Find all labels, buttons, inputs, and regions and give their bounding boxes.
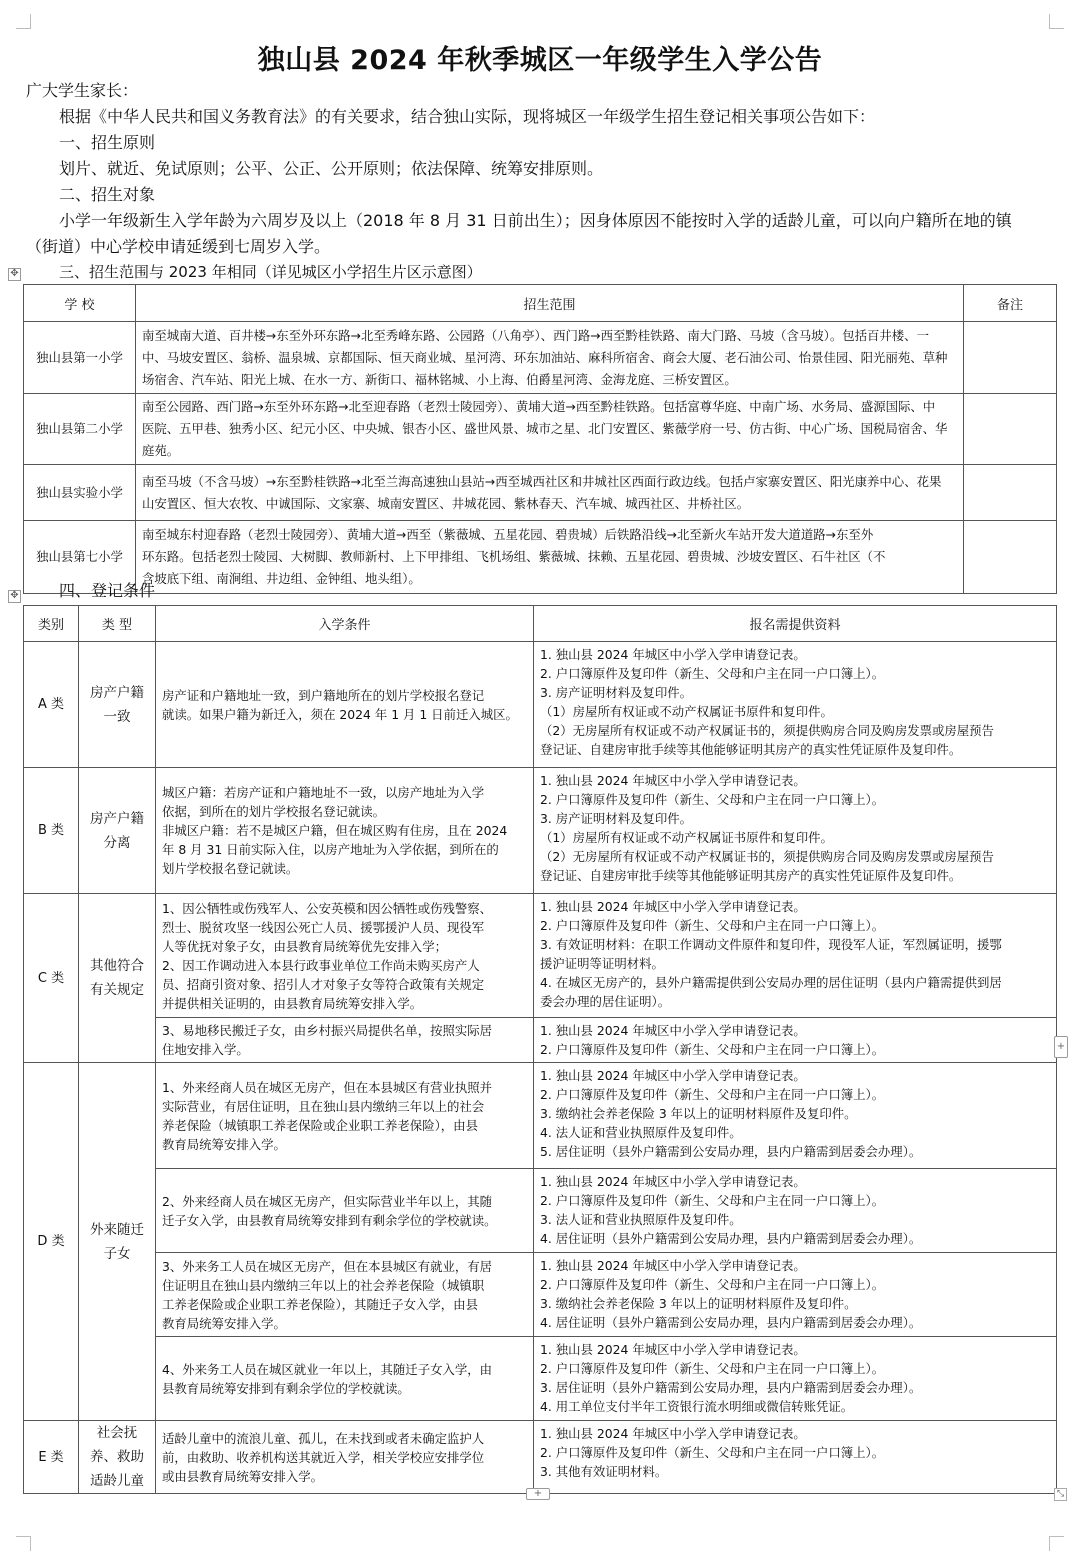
section-heading: 二、招生对象 <box>59 185 156 204</box>
cell-text-line: 4. 居住证明（县外户籍需到公安局办理，县内户籍需到居委会办理）。 <box>540 1231 922 1246</box>
type-cell <box>79 1421 156 1494</box>
range-cell <box>136 521 964 594</box>
cell-text-line: 3、外来务工人员在城区无房产，但在本县城区有就业，有居 <box>162 1258 493 1274</box>
type-cell <box>79 642 156 768</box>
type-cell <box>79 894 156 1063</box>
cell-text-line: 场宿舍、汽车站、阳光上城、在水一方、新街口、福林铭城、小上海、伯爵星河湾、金海龙庭、三桥安置区。 <box>142 371 737 387</box>
enrollment-range-table <box>23 284 1057 594</box>
table-row <box>24 768 1057 894</box>
range-cell <box>136 394 964 465</box>
cell-text-line: 2. 户口簿原件及复印件（新生、父母和户主在同一户口簿上）。 <box>540 666 885 681</box>
cell-text-line: 划片学校报名登记就读。 <box>162 861 299 876</box>
intro-paragraph: 根据《中华人民共和国义务教育法》的有关要求，结合独山实际，现将城区一年级学生招生登记相关事项公告如下： <box>59 107 876 126</box>
cell-text-line: 1. 独山县 2024 年城区中小学入学申请登记表。 <box>540 1174 806 1189</box>
category-cell: D 类 <box>24 1063 79 1421</box>
cell-text-line: 迁子女入学，由县教育局统筹安排到有剩余学位的学校就读。 <box>162 1212 497 1228</box>
cell-text-line: 援沪证明等证明材料。 <box>540 956 664 971</box>
category-cell: A 类 <box>24 642 79 768</box>
cell-text-line: 年 8 月 31 日前实际入住，以房产地址为入学依据，到所在的 <box>162 842 499 857</box>
section-heading: 三、招生范围与 2023 年相同（详见城区小学招生片区示意图） <box>59 263 482 281</box>
cell-text-line: 1. 独山县 2024 年城区中小学入学申请登记表。 <box>540 773 806 788</box>
condition-cell <box>156 1169 534 1253</box>
cell-text-line: 房产证和户籍地址一致，到户籍地所在的划片学校报名登记 <box>162 687 485 703</box>
cell-text-line: 3. 居住证明（县外户籍需到公安局办理，县内户籍需到居委会办理）。 <box>540 1380 922 1395</box>
cell-text-line: 教育局统筹安排入学。 <box>162 1315 286 1331</box>
table-row <box>24 642 1057 768</box>
header-type: 类 型 <box>79 606 156 642</box>
table-row <box>24 1018 1057 1063</box>
cell-text-line: 4. 用工单位支付半年工资银行流水明细或微信转账凭证。 <box>540 1399 854 1414</box>
cell-text-line: 1. 独山县 2024 年城区中小学入学申请登记表。 <box>540 647 806 662</box>
range-cell <box>136 322 964 394</box>
table-resize-handle-icon[interactable]: ⤡ <box>1054 1488 1067 1501</box>
cell-text-line: 4、外来务工人员在城区就业一年以上，其随迁子女入学，由 <box>162 1361 493 1377</box>
page-title: 独山县 2024 年秋季城区一年级学生入学公告 <box>257 45 823 76</box>
cell-text-line: 工养老保险或企业职工养老保险），其随迁子女入学，由县 <box>162 1296 478 1312</box>
cell-text-line: 养、救助 <box>90 1449 144 1465</box>
school-cell: 独山县第七小学 <box>24 521 136 594</box>
cell-text-line: 登记证、自建房审批手续等其他能够证明其房产的真实性凭证原件及复印件。 <box>540 868 962 883</box>
cell-text-line: 2. 户口簿原件及复印件（新生、父母和户主在同一户口簿上）。 <box>540 1277 885 1292</box>
cell-text-line: 含坡底下组、南涧组、井边组、金钟组、地头组）。 <box>142 571 421 586</box>
cell-text-line: 有关规定 <box>90 982 144 998</box>
cell-text-line: 5. 居住证明（县外户籍需到公安局办理，县内户籍需到居委会办理）。 <box>540 1144 922 1159</box>
cell-text-line: 1、因公牺牲或伤残军人、公安英模和因公牺牲或伤残警察、 <box>162 900 493 916</box>
category-cell: E 类 <box>24 1421 79 1494</box>
table-row <box>24 465 1057 521</box>
condition-cell <box>156 1337 534 1421</box>
materials-cell <box>534 1421 1057 1494</box>
cell-text-line: 2. 户口簿原件及复印件（新生、父母和户主在同一户口簿上）。 <box>540 792 885 807</box>
cell-text-line: （1）房屋所有权证或不动产权属证书原件和复印件。 <box>540 704 833 719</box>
cell-text-line: 登记证、自建房审批手续等其他能够证明其房产的真实性凭证原件及复印件。 <box>540 742 962 757</box>
condition-cell <box>156 768 534 894</box>
note-cell <box>964 322 1057 394</box>
cell-text-line: 2、外来经商人员在城区无房产，但实际营业半年以上，其随 <box>162 1193 493 1209</box>
cell-text-line: 中、马坡安置区、翁桥、温泉城、京都国际、恒天商业城、星河湾、环东加油站、麻科所宿舍、商会大厦、老石油公司、怡景佳园、阳光丽苑、草种 <box>142 349 948 365</box>
cell-text-line: 环东路。包括老烈士陵园、大树脚、教师新村、上下甲排组、飞机场组、紫薇城、抹赖、五星花园、碧贵城、沙坡安置区、石牛社区（不 <box>142 549 886 564</box>
table-move-handle-icon[interactable]: ✥ <box>8 590 21 603</box>
cell-text-line: 2、因工作调动进入本县行政事业单位工作尚未购买房产人 <box>162 957 480 973</box>
cell-text-line: 一致 <box>103 708 131 725</box>
note-cell <box>964 394 1057 465</box>
cell-text-line: 社会抚 <box>96 1425 138 1441</box>
cell-text-line: 住证明且在独山县内缴纳三年以上的社会养老保险（城镇职 <box>162 1277 485 1293</box>
cell-text-line: 2. 户口簿原件及复印件（新生、父母和户主在同一户口簿上）。 <box>540 1042 885 1057</box>
cell-text-line: 1. 独山县 2024 年城区中小学入学申请登记表。 <box>540 1023 806 1038</box>
condition-cell <box>156 894 534 1018</box>
range-cell <box>136 465 964 521</box>
header-school: 学 校 <box>24 285 136 322</box>
cell-text-line: 1. 独山县 2024 年城区中小学入学申请登记表。 <box>540 1068 806 1083</box>
table-row <box>24 521 1057 594</box>
table-row <box>24 1169 1057 1253</box>
cell-text-line: 子女 <box>103 1245 131 1262</box>
condition-cell <box>156 1018 534 1063</box>
cell-text-line: 县教育局统筹安排到有剩余学位的学校就读。 <box>162 1380 410 1396</box>
cell-text-line: 南至公园路、西门路→东至外环东路→北至迎春路（老烈士陵园旁）、黄埔大道→西至黔桂铁路。包括富尊华庭、中南广场、水务局、盛源国际、中 <box>142 399 936 414</box>
cell-text-line: 3. 其他有效证明材料。 <box>540 1464 668 1479</box>
cell-text-line: 养老保险（城镇职工养老保险或企业职工养老保险），由县 <box>162 1117 478 1133</box>
table-row <box>24 1337 1057 1421</box>
cell-text-line: 1. 独山县 2024 年城区中小学入学申请登记表。 <box>540 899 806 914</box>
cell-text-line: 南至马坡（不含马坡）→东至黔桂铁路→北至兰海高速独山县站→西至城西社区和井城社区西面行政边线。包括卢家寨安置区、阳光康养中心、花果 <box>142 473 942 489</box>
cell-text-line: 庭苑。 <box>142 443 180 458</box>
page-corner-mark <box>16 14 31 29</box>
note-cell <box>964 521 1057 594</box>
cell-text-line: 实际营业，有居住证明，且在独山县内缴纳三年以上的社会 <box>162 1098 485 1114</box>
cell-text-line: 城区户籍：若房产证和户籍地址不一致，以房产地址为入学 <box>162 785 485 800</box>
header-range: 招生范围 <box>136 285 964 322</box>
cell-text-line: 2. 户口簿原件及复印件（新生、父母和户主在同一户口簿上）。 <box>540 918 885 933</box>
section-body: （街道）中心学校申请延缓到七周岁入学。 <box>26 237 331 256</box>
page-corner-mark <box>1049 1536 1064 1551</box>
type-cell <box>79 768 156 894</box>
cell-text-line: 外来随迁 <box>90 1221 144 1238</box>
cell-text-line: 房产户籍 <box>90 684 144 701</box>
cell-text-line: 前，由救助、收养机构送其就近入学，相关学校应安排学位 <box>162 1449 485 1465</box>
note-cell <box>964 465 1057 521</box>
materials-cell <box>534 1253 1057 1337</box>
cell-text-line: 南至城东村迎春路（老烈士陵园旁）、黄埔大道→西至（紫薇城、五星花园、碧贵城）后铁路沿线→北至新火车站开发大道道路→东至外 <box>142 527 874 542</box>
cell-text-line: 4. 在城区无房产的，县外户籍需提供到公安局办理的居住证明（县内户籍需提供到居 <box>540 975 1002 990</box>
cell-text-line: 3. 有效证明材料：在职工作调动文件原件和复印件，现役军人证，军烈属证明，援鄂 <box>540 937 1002 952</box>
cell-text-line: 3、易地移民搬迁子女，由乡村振兴局提供名单，按照实际居 <box>162 1023 493 1038</box>
header-condition: 入学条件 <box>156 606 534 642</box>
cell-text-line: 并提供相关证明的，由县教育局统筹安排入学。 <box>162 995 423 1011</box>
table-row <box>24 894 1057 1018</box>
cell-text-line: 委会办理的居住证明）。 <box>540 994 671 1009</box>
materials-cell <box>534 1063 1057 1169</box>
cell-text-line: 住地安排入学。 <box>162 1042 249 1057</box>
materials-cell <box>534 1169 1057 1253</box>
table-row <box>24 394 1057 465</box>
cell-text-line: 烈士、脱贫攻坚一线因公死亡人员、援鄂援沪人员、现役军 <box>162 919 485 935</box>
section-heading: 四、登记条件 <box>59 581 156 600</box>
salutation: 广大学生家长： <box>26 81 139 100</box>
cell-text-line: 适龄儿童 <box>90 1473 144 1489</box>
cell-text-line: 3. 缴纳社会养老保险 3 年以上的证明材料原件及复印件。 <box>540 1106 857 1121</box>
cell-text-line: 非城区户籍：若不是城区户籍，但在城区购有住房，且在 2024 <box>162 823 508 838</box>
cell-text-line: （1）房屋所有权证或不动产权属证书原件和复印件。 <box>540 830 833 845</box>
cell-text-line: 2. 户口簿原件及复印件（新生、父母和户主在同一户口簿上）。 <box>540 1361 885 1376</box>
school-cell: 独山县第一小学 <box>24 322 136 394</box>
cell-text-line: 医院、五甲巷、独秀小区、纪元小区、中央城、银杏小区、盛世风景、城市之星、北门安置区、紫薇学府一号、仿古街、中心广场、国税局宿舍、华 <box>142 421 948 436</box>
cell-text-line: 依据，到所在的划片学校报名登记就读。 <box>162 804 386 819</box>
cell-text-line: 人等优抚对象子女，由县教育局统筹优先安排入学； <box>162 938 447 954</box>
school-cell: 独山县第二小学 <box>24 394 136 465</box>
section-heading: 一、招生原则 <box>59 133 156 152</box>
cell-text-line: 3. 房产证明材料及复印件。 <box>540 685 693 700</box>
cell-text-line: 3. 缴纳社会养老保险 3 年以上的证明材料原件及复印件。 <box>540 1296 857 1311</box>
category-cell: C 类 <box>24 894 79 1063</box>
cell-text-line: 员、招商引资对象、招引人才对象子女等符合政策有关规定 <box>162 976 485 992</box>
header-note: 备注 <box>964 285 1057 322</box>
cell-text-line: 1. 独山县 2024 年城区中小学入学申请登记表。 <box>540 1342 806 1357</box>
materials-cell <box>534 768 1057 894</box>
cell-text-line: 山安置区、恒大农牧、中诚国际、文家寨、城南安置区、井城花园、紫林春天、汽车城、城西社区、井桥社区。 <box>142 495 750 511</box>
cell-text-line: 4. 居住证明（县外户籍需到公安局办理，县内户籍需到居委会办理）。 <box>540 1315 922 1330</box>
materials-cell <box>534 894 1057 1018</box>
cell-text-line: （2）无房屋所有权证或不动产权属证书的，须提供购房合同及购房发票或房屋预告 <box>540 849 994 864</box>
add-column-icon[interactable]: + <box>1054 1036 1068 1058</box>
condition-cell <box>156 1063 534 1169</box>
cell-text-line: （2）无房屋所有权证或不动产权属证书的，须提供购房合同及购房发票或房屋预告 <box>540 723 994 738</box>
table-row <box>24 1063 1057 1169</box>
cell-text-line: 南至城南大道、百井楼→东至外环东路→北至秀峰东路、公园路（八角亭）、西门路→西至黔桂铁路、南大门路、马坡（含马坡）。包括百井楼、一 <box>142 327 929 343</box>
section-body: 小学一年级新生入学年龄为六周岁及以上（2018 年 8 月 31 日前出生）；因身体原因不能按时入学的适龄儿童，可以向户籍所在地的镇 <box>59 211 1012 230</box>
cell-text-line: 3. 法人证和营业执照原件及复印件。 <box>540 1212 742 1227</box>
cell-text-line: 房产户籍 <box>90 810 144 827</box>
cell-text-line: 就读。如果户籍为新迁入，须在 2024 年 1 月 1 日前迁入城区。 <box>162 706 518 722</box>
type-cell <box>79 1063 156 1421</box>
add-row-icon[interactable]: + <box>526 1488 550 1500</box>
table-row <box>24 1253 1057 1337</box>
table-row <box>24 322 1057 394</box>
cell-text-line: 或由县教育局统筹安排入学。 <box>162 1468 324 1484</box>
table-row <box>24 1421 1057 1494</box>
school-cell: 独山县实验小学 <box>24 465 136 521</box>
condition-cell <box>156 642 534 768</box>
table-header-row <box>24 285 1057 322</box>
page-corner-mark <box>1049 14 1064 29</box>
registration-conditions-table <box>23 605 1057 1494</box>
cell-text-line: 其他符合 <box>90 958 144 974</box>
table-move-handle-icon[interactable]: ✥ <box>8 268 21 281</box>
cell-text-line: 2. 户口簿原件及复印件（新生、父母和户主在同一户口簿上）。 <box>540 1087 885 1102</box>
cell-text-line: 3. 房产证明材料及复印件。 <box>540 811 693 826</box>
materials-cell <box>534 1018 1057 1063</box>
cell-text-line: 适龄儿童中的流浪儿童、孤儿，在未找到或者未确定监护人 <box>162 1430 485 1446</box>
cell-text-line: 分离 <box>103 834 131 851</box>
condition-cell <box>156 1421 534 1494</box>
page-corner-mark <box>16 1536 31 1551</box>
cell-text-line: 教育局统筹安排入学。 <box>162 1136 286 1152</box>
cell-text-line: 1. 独山县 2024 年城区中小学入学申请登记表。 <box>540 1426 806 1441</box>
materials-cell <box>534 1337 1057 1421</box>
cell-text-line: 1. 独山县 2024 年城区中小学入学申请登记表。 <box>540 1258 806 1273</box>
section-body: 划片、就近、免试原则；公平、公正、公开原则；依法保障、统筹安排原则。 <box>59 159 604 178</box>
cell-text-line: 4. 法人证和营业执照原件及复印件。 <box>540 1125 742 1140</box>
cell-text-line: 1、外来经商人员在城区无房产，但在本县城区有营业执照并 <box>162 1079 493 1095</box>
header-materials: 报名需提供资料 <box>534 606 1057 642</box>
materials-cell <box>534 642 1057 768</box>
cell-text-line: 2. 户口簿原件及复印件（新生、父母和户主在同一户口簿上）。 <box>540 1193 885 1208</box>
header-category: 类别 <box>24 606 79 642</box>
category-cell: B 类 <box>24 768 79 894</box>
table-header-row <box>24 606 1057 642</box>
cell-text-line: 2. 户口簿原件及复印件（新生、父母和户主在同一户口簿上）。 <box>540 1445 885 1460</box>
condition-cell <box>156 1253 534 1337</box>
